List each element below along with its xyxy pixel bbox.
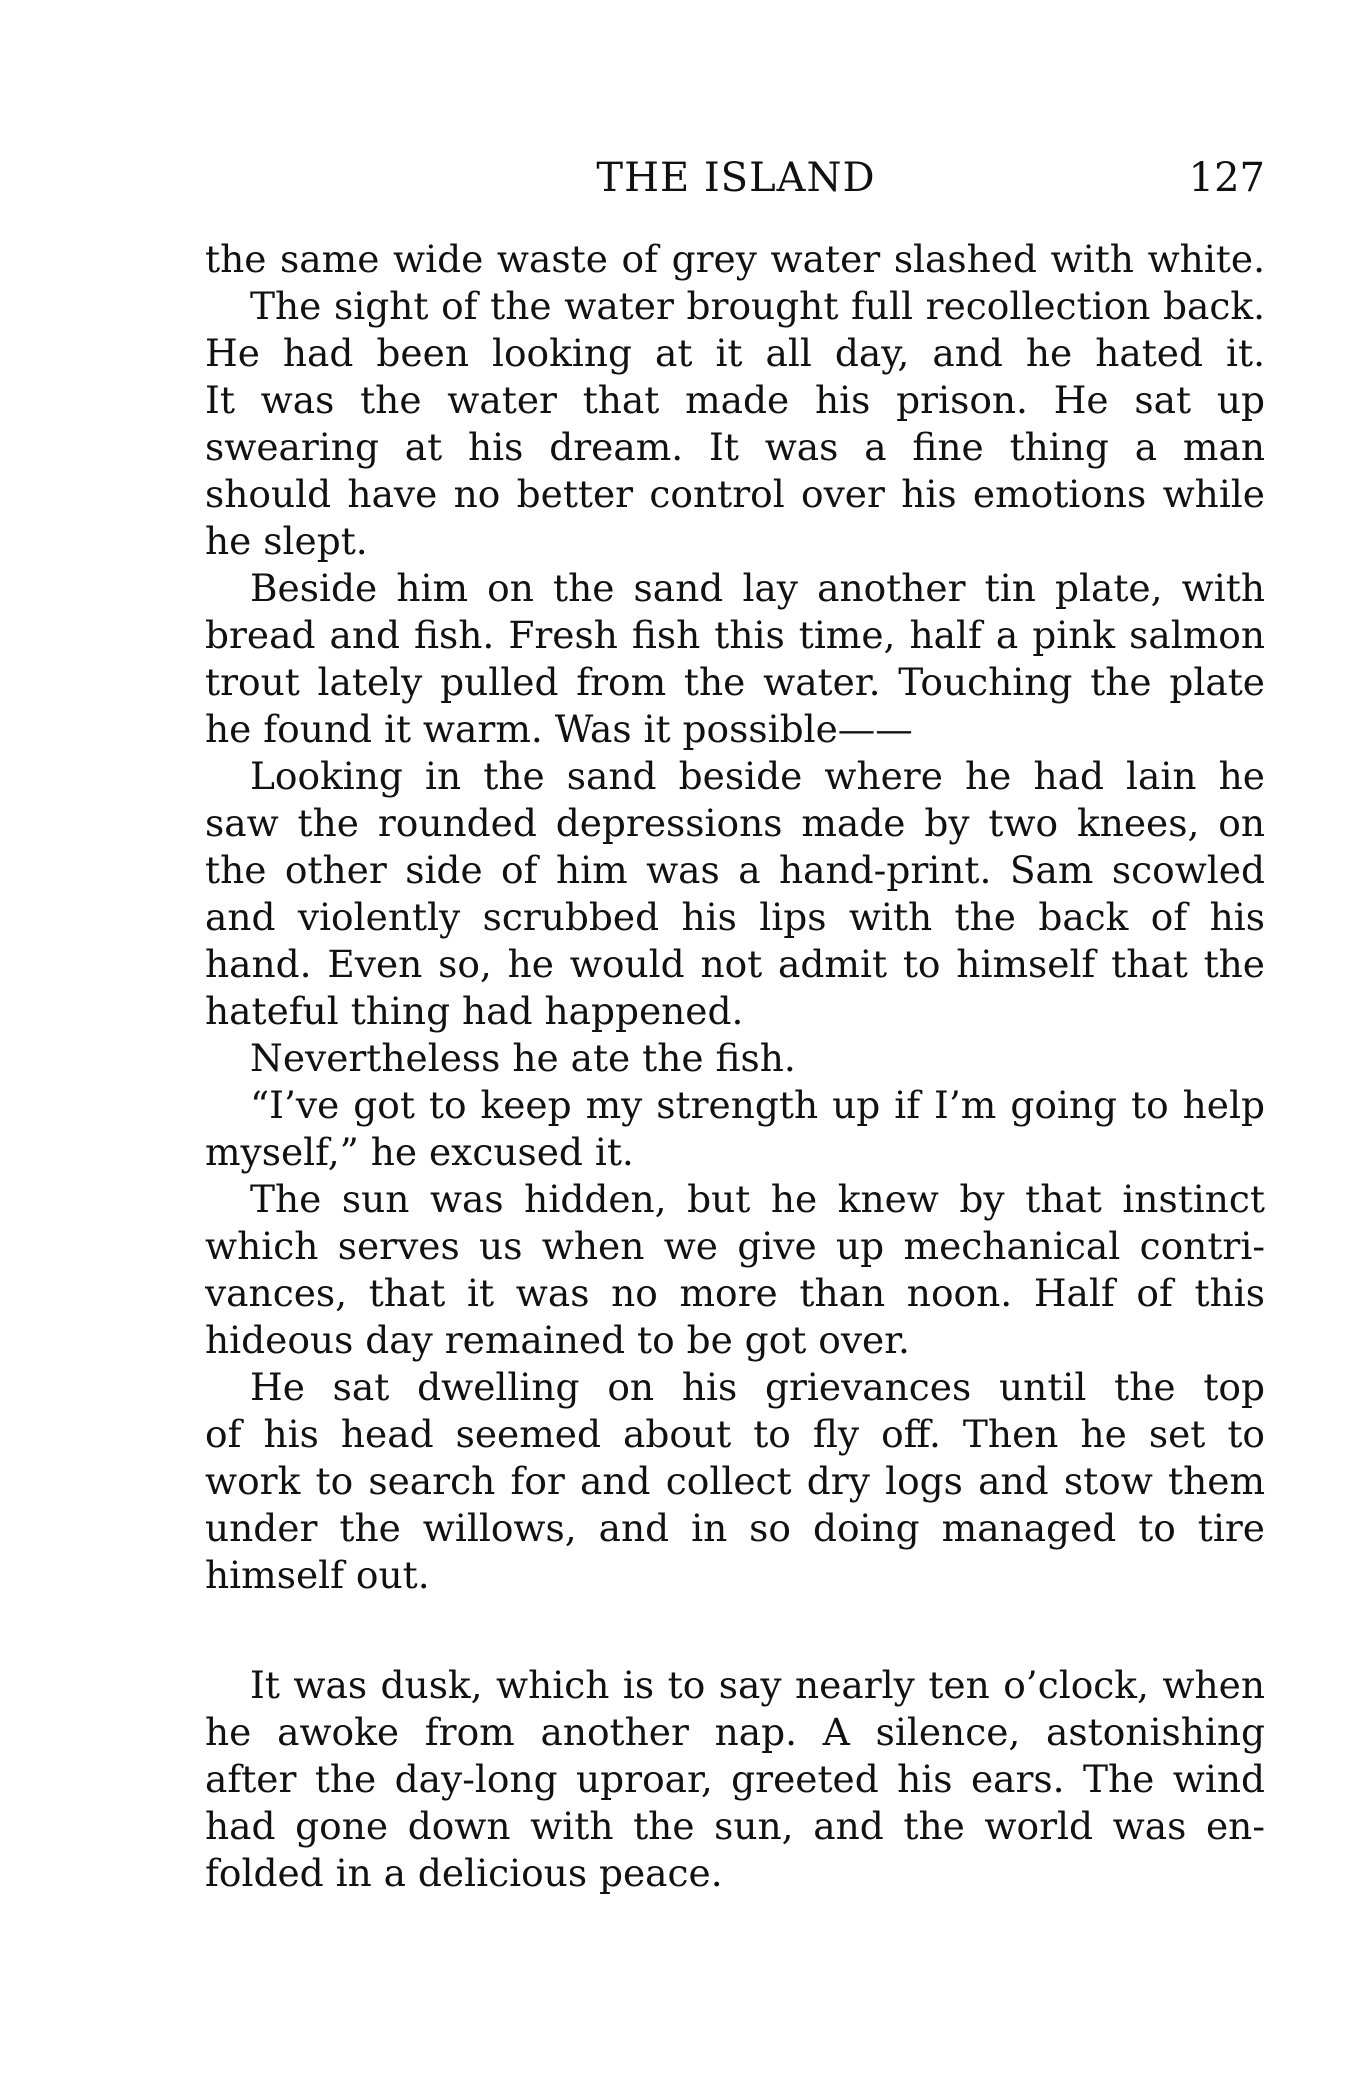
text-line: hand. Even so, he would not admit to himself that the [205, 942, 1265, 986]
text-line: He had been looking at it all day, and he hated it. [205, 331, 1265, 375]
text-line: which serves us when we give up mechanical contri- [205, 1224, 1265, 1268]
text-line: after the day-long uproar, greeted his ears. The wind [205, 1757, 1265, 1801]
text-line: under the willows, and in so doing managed to tire [205, 1506, 1265, 1550]
text-line: Looking in the sand beside where he had lain he [250, 754, 1265, 798]
text-line: should have no better control over his emotions while [205, 472, 1265, 516]
text-line: bread and fish. Fresh fish this time, half a pink salmon [205, 613, 1265, 657]
text-line: hideous day remained to be got over. [205, 1318, 910, 1362]
text-line: he awoke from another nap. A silence, astonishing [205, 1710, 1265, 1754]
text-line: The sun was hidden, but he knew by that instinct [250, 1177, 1265, 1221]
text-line: He sat dwelling on his grievances until the top [250, 1365, 1265, 1409]
text-line: and violently scrubbed his lips with the back of his [205, 895, 1265, 939]
text-line: saw the rounded depressions made by two knees, on [205, 801, 1265, 845]
text-line: Beside him on the sand lay another tin plate, with [250, 566, 1265, 610]
text-line: hateful thing had happened. [205, 989, 744, 1033]
page-number: 127 [1188, 155, 1265, 201]
text-line: It was the water that made his prison. He sat up [205, 378, 1265, 422]
text-line: folded in a delicious peace. [205, 1851, 723, 1895]
running-head [207, 150, 1265, 206]
text-line: had gone down with the sun, and the world was en- [205, 1804, 1265, 1848]
text-line: vances, that it was no more than noon. Half of this [205, 1271, 1265, 1315]
text-line: he found it warm. Was it possible—— [205, 707, 913, 751]
text-line: swearing at his dream. It was a fine thing a man [205, 425, 1265, 469]
text-line: myself,” he excused it. [205, 1130, 634, 1174]
text-line: The sight of the water brought full recollection back. [250, 284, 1265, 328]
text-line: “I’ve got to keep my strength up if I’m going to help [250, 1083, 1265, 1127]
running-title: THE ISLAND [596, 155, 876, 201]
text-line: of his head seemed about to fly off. Then he set to [205, 1412, 1265, 1456]
text-line: himself out. [205, 1553, 430, 1597]
section-break [205, 1599, 1265, 1662]
text-line: trout lately pulled from the water. Touching the plate [205, 660, 1265, 704]
body-text [205, 236, 1265, 1897]
text-line: work to search for and collect dry logs and stow them [205, 1459, 1265, 1503]
text-line: Nevertheless he ate the fish. [250, 1036, 796, 1080]
text-line: the other side of him was a hand-print. Sam scowled [205, 848, 1265, 892]
text-line: It was dusk, which is to say nearly ten o’clock, when [250, 1663, 1265, 1707]
text-line: the same wide waste of grey water slashed with white. [205, 237, 1265, 281]
text-line: he slept. [205, 519, 368, 563]
